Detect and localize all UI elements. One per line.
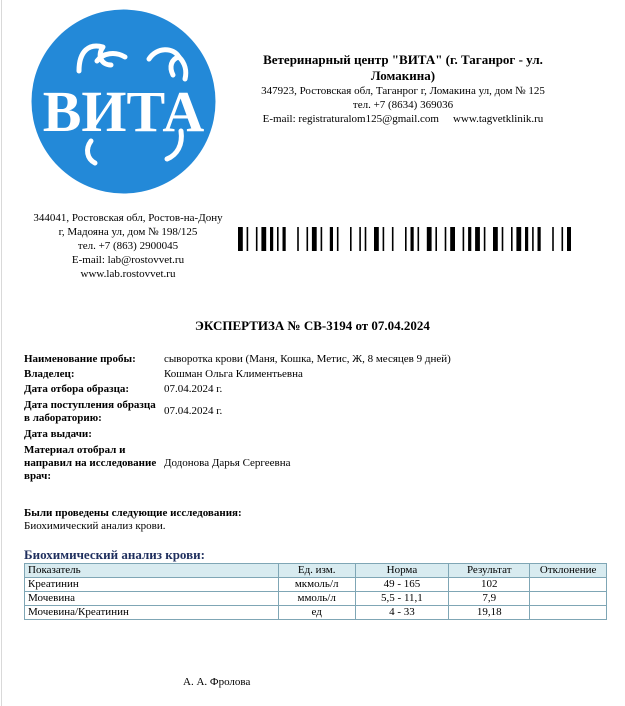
bio-title: Биохимический анализ крови: bbox=[24, 547, 205, 562]
info-value: 07.04.2024 г. bbox=[164, 382, 223, 395]
barcode-bar bbox=[374, 227, 379, 251]
barcode-bar bbox=[450, 227, 455, 251]
barcode-bar bbox=[445, 227, 447, 251]
clinic-email: E-mail: registraturalom125@gmail.com bbox=[262, 113, 439, 125]
studies-section bbox=[24, 507, 242, 533]
signature: А. А. Фролова bbox=[183, 676, 251, 688]
barcode-bar bbox=[427, 227, 432, 251]
cell-result: 102 bbox=[449, 578, 530, 592]
cell-parameter: Креатинин bbox=[25, 578, 279, 592]
info-row-sample bbox=[24, 351, 584, 367]
barcode-bar bbox=[307, 227, 309, 251]
page-edge-divider bbox=[1, 0, 2, 706]
info-value: сыворотка крови (Маня, Кошка, Метис, Ж, 8 месяцев 9 дней) bbox=[164, 352, 451, 365]
barcode-bar bbox=[405, 227, 407, 251]
barcode-bar bbox=[411, 227, 414, 251]
barcode-bar bbox=[337, 227, 339, 251]
barcode-bar bbox=[525, 227, 528, 251]
table-row bbox=[25, 592, 607, 606]
clinic-site: www.tagvetklinik.ru bbox=[452, 113, 544, 125]
logo-text: ВИТА bbox=[42, 79, 205, 144]
barcode-bar bbox=[283, 227, 286, 251]
table-row bbox=[25, 606, 607, 620]
barcode bbox=[238, 227, 571, 251]
barcode-bar bbox=[484, 227, 486, 251]
barcode-bar bbox=[567, 227, 571, 251]
results-table bbox=[24, 563, 607, 620]
lab-address-block bbox=[22, 211, 234, 281]
cell-deviation bbox=[530, 578, 607, 592]
col-header-deviation: Отклонение bbox=[530, 564, 607, 578]
barcode-bar bbox=[238, 227, 243, 251]
barcode-bar bbox=[330, 227, 333, 251]
barcode-bar bbox=[277, 227, 279, 251]
expertise-title: ЭКСПЕРТИЗА № СВ-3194 от 07.04.2024 bbox=[195, 318, 430, 333]
clinic-phone: тел. +7 (8634) 369036 bbox=[352, 99, 454, 111]
info-label: Дата отбора образца: bbox=[24, 382, 130, 395]
barcode-bar bbox=[350, 227, 352, 251]
barcode-bar bbox=[475, 227, 480, 251]
clinic-address: 347923, Ростовская обл, Таганрог г, Ломакина ул, дом № 125 bbox=[261, 85, 545, 97]
info-label: Владелец: bbox=[24, 367, 75, 380]
col-header-unit: Ед. изм. bbox=[278, 564, 355, 578]
col-header-result: Результат bbox=[449, 564, 530, 578]
lab-phone: тел. +7 (863) 2900045 bbox=[77, 240, 179, 252]
barcode-bar bbox=[493, 227, 498, 251]
barcode-bar bbox=[261, 227, 266, 251]
info-label: Дата поступления образца в лабораторию: bbox=[24, 398, 156, 424]
cell-parameter: Мочевина/Креатинин bbox=[25, 606, 279, 620]
lab-site: www.lab.rostovvet.ru bbox=[80, 268, 176, 280]
cell-result: 19,18 bbox=[449, 606, 530, 620]
vita-logo bbox=[31, 9, 216, 194]
studies-title: Были проведены следующие исследования: bbox=[24, 507, 242, 519]
info-label: Наименование пробы: bbox=[24, 352, 136, 365]
table-header-row bbox=[25, 564, 607, 578]
barcode-bar bbox=[256, 227, 258, 251]
lab-address-line2: г, Мадояна ул, дом № 198/125 bbox=[58, 226, 198, 238]
clinic-contacts bbox=[238, 112, 568, 126]
info-value: Кошман Ольга Климентьевна bbox=[164, 367, 303, 380]
cell-deviation bbox=[530, 592, 607, 606]
barcode-bar bbox=[392, 227, 394, 251]
barcode-bar bbox=[516, 227, 521, 251]
info-label: Материал отобрал и направил на исследование врач: bbox=[24, 443, 157, 482]
info-row-received-date bbox=[24, 397, 584, 426]
barcode-bar bbox=[562, 227, 564, 251]
cell-result: 7,9 bbox=[449, 592, 530, 606]
col-header-norm: Норма bbox=[355, 564, 448, 578]
barcode-bar bbox=[552, 227, 554, 251]
barcode-bar bbox=[270, 227, 273, 251]
cell-unit: мкмоль/л bbox=[278, 578, 355, 592]
barcode-bar bbox=[312, 227, 317, 251]
barcode-bar bbox=[321, 227, 323, 251]
clinic-header bbox=[238, 52, 568, 126]
clinic-name: Ветеринарный центр "ВИТА" (г. Таганрог - ул. Ломакина) bbox=[263, 52, 543, 83]
lab-email: E-mail: lab@rostovvet.ru bbox=[71, 254, 185, 266]
barcode-bar bbox=[359, 227, 361, 251]
col-header-parameter: Показатель bbox=[25, 564, 279, 578]
sample-info bbox=[24, 351, 584, 484]
info-value: Додонова Дарья Сергеевна bbox=[164, 456, 291, 469]
barcode-bar bbox=[538, 227, 541, 251]
barcode-bar bbox=[463, 227, 465, 251]
cell-norm: 5,5 - 11,1 bbox=[355, 592, 448, 606]
cell-norm: 4 - 33 bbox=[355, 606, 448, 620]
barcode-bar bbox=[532, 227, 534, 251]
barcode-bar bbox=[502, 227, 504, 251]
info-row-issue-date bbox=[24, 426, 584, 442]
barcode-bar bbox=[297, 227, 299, 251]
info-value: 07.04.2024 г. bbox=[164, 405, 223, 417]
studies-text: Биохимический анализ крови. bbox=[24, 520, 166, 532]
info-label: Дата выдачи: bbox=[24, 427, 92, 440]
cell-norm: 49 - 165 bbox=[355, 578, 448, 592]
table-row bbox=[25, 578, 607, 592]
info-row-sampling-date bbox=[24, 381, 584, 397]
barcode-bar bbox=[247, 227, 249, 251]
cell-unit: ед bbox=[278, 606, 355, 620]
cell-unit: ммоль/л bbox=[278, 592, 355, 606]
info-row-doctor bbox=[24, 442, 584, 484]
info-row-owner bbox=[24, 367, 584, 381]
barcode-bar bbox=[511, 227, 513, 251]
barcode-bar bbox=[418, 227, 420, 251]
barcode-bar bbox=[468, 227, 471, 251]
lab-address-line1: 344041, Ростовская обл, Ростов-на-Дону bbox=[33, 212, 223, 224]
barcode-bar bbox=[435, 227, 437, 251]
barcode-bar bbox=[383, 227, 385, 251]
cell-deviation bbox=[530, 606, 607, 620]
barcode-bar bbox=[365, 227, 367, 251]
cell-parameter: Мочевина bbox=[25, 592, 279, 606]
